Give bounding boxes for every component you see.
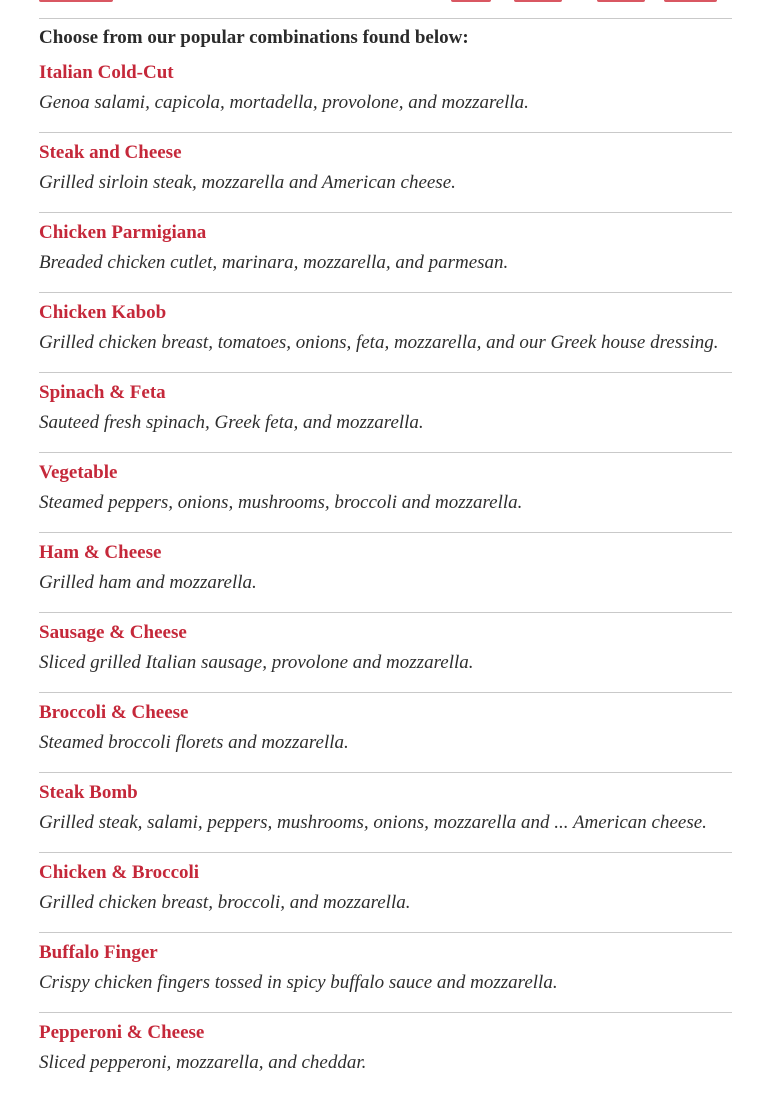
cropped-header-strip [39, 0, 732, 19]
menu-item-name: Steak Bomb [39, 782, 138, 803]
menu-page [39, 0, 732, 1093]
cropped-price-fragment [451, 0, 491, 2]
menu-item-name: Vegetable [39, 462, 118, 483]
menu-item [39, 373, 732, 453]
menu-item-description: Sauteed fresh spinach, Greek feta, and mozzarella. [39, 412, 424, 433]
menu-item [39, 453, 732, 533]
cropped-price-fragment [597, 0, 645, 2]
menu-item-description: Crispy chicken fingers tossed in spicy buffalo sauce and mozzarella. [39, 972, 558, 993]
menu-item-description: Grilled ham and mozzarella. [39, 572, 257, 593]
menu-item-description: Grilled chicken breast, tomatoes, onions, feta, mozzarella, and our Greek house dressing. [39, 332, 719, 353]
menu-item-description: Breaded chicken cutlet, marinara, mozzarella, and parmesan. [39, 252, 509, 273]
menu-item-name: Ham & Cheese [39, 542, 162, 563]
combination-list [39, 53, 732, 1093]
menu-item-description: Sliced pepperoni, mozzarella, and cheddar. [39, 1052, 367, 1073]
menu-item-name: Spinach & Feta [39, 382, 166, 403]
menu-item-description: Sliced grilled Italian sausage, provolone and mozzarella. [39, 652, 474, 673]
menu-item [39, 613, 732, 693]
intro-text: Choose from our popular combinations found below: [39, 27, 469, 48]
cropped-price-fragment [664, 0, 717, 2]
menu-item [39, 933, 732, 1013]
menu-item-description: Steamed broccoli florets and mozzarella. [39, 732, 349, 753]
menu-item-description: Grilled chicken breast, broccoli, and mozzarella. [39, 892, 411, 913]
menu-item [39, 133, 732, 213]
cropped-heading-fragment [39, 0, 113, 2]
menu-item-description: Grilled sirloin steak, mozzarella and American cheese. [39, 172, 456, 193]
menu-item [39, 53, 732, 133]
menu-item [39, 693, 732, 773]
menu-item [39, 1013, 732, 1093]
menu-item [39, 213, 732, 293]
menu-item-description: Steamed peppers, onions, mushrooms, broccoli and mozzarella. [39, 492, 523, 513]
menu-item [39, 853, 732, 933]
menu-item [39, 293, 732, 373]
menu-item [39, 533, 732, 613]
menu-item-name: Broccoli & Cheese [39, 702, 189, 723]
menu-item-name: Chicken Kabob [39, 302, 167, 323]
menu-item-description: Grilled steak, salami, peppers, mushrooms, onions, mozzarella and ... American cheese. [39, 812, 707, 833]
menu-item-name: Pepperoni & Cheese [39, 1022, 205, 1043]
menu-item-name: Italian Cold-Cut [39, 62, 174, 83]
cropped-price-fragment [514, 0, 562, 2]
menu-item-name: Chicken & Broccoli [39, 862, 200, 883]
menu-item-name: Sausage & Cheese [39, 622, 187, 643]
menu-item-name: Chicken Parmigiana [39, 222, 207, 243]
menu-item [39, 773, 732, 853]
menu-item-name: Buffalo Finger [39, 942, 158, 963]
menu-item-description: Genoa salami, capicola, mortadella, provolone, and mozzarella. [39, 92, 529, 113]
menu-item-name: Steak and Cheese [39, 142, 182, 163]
